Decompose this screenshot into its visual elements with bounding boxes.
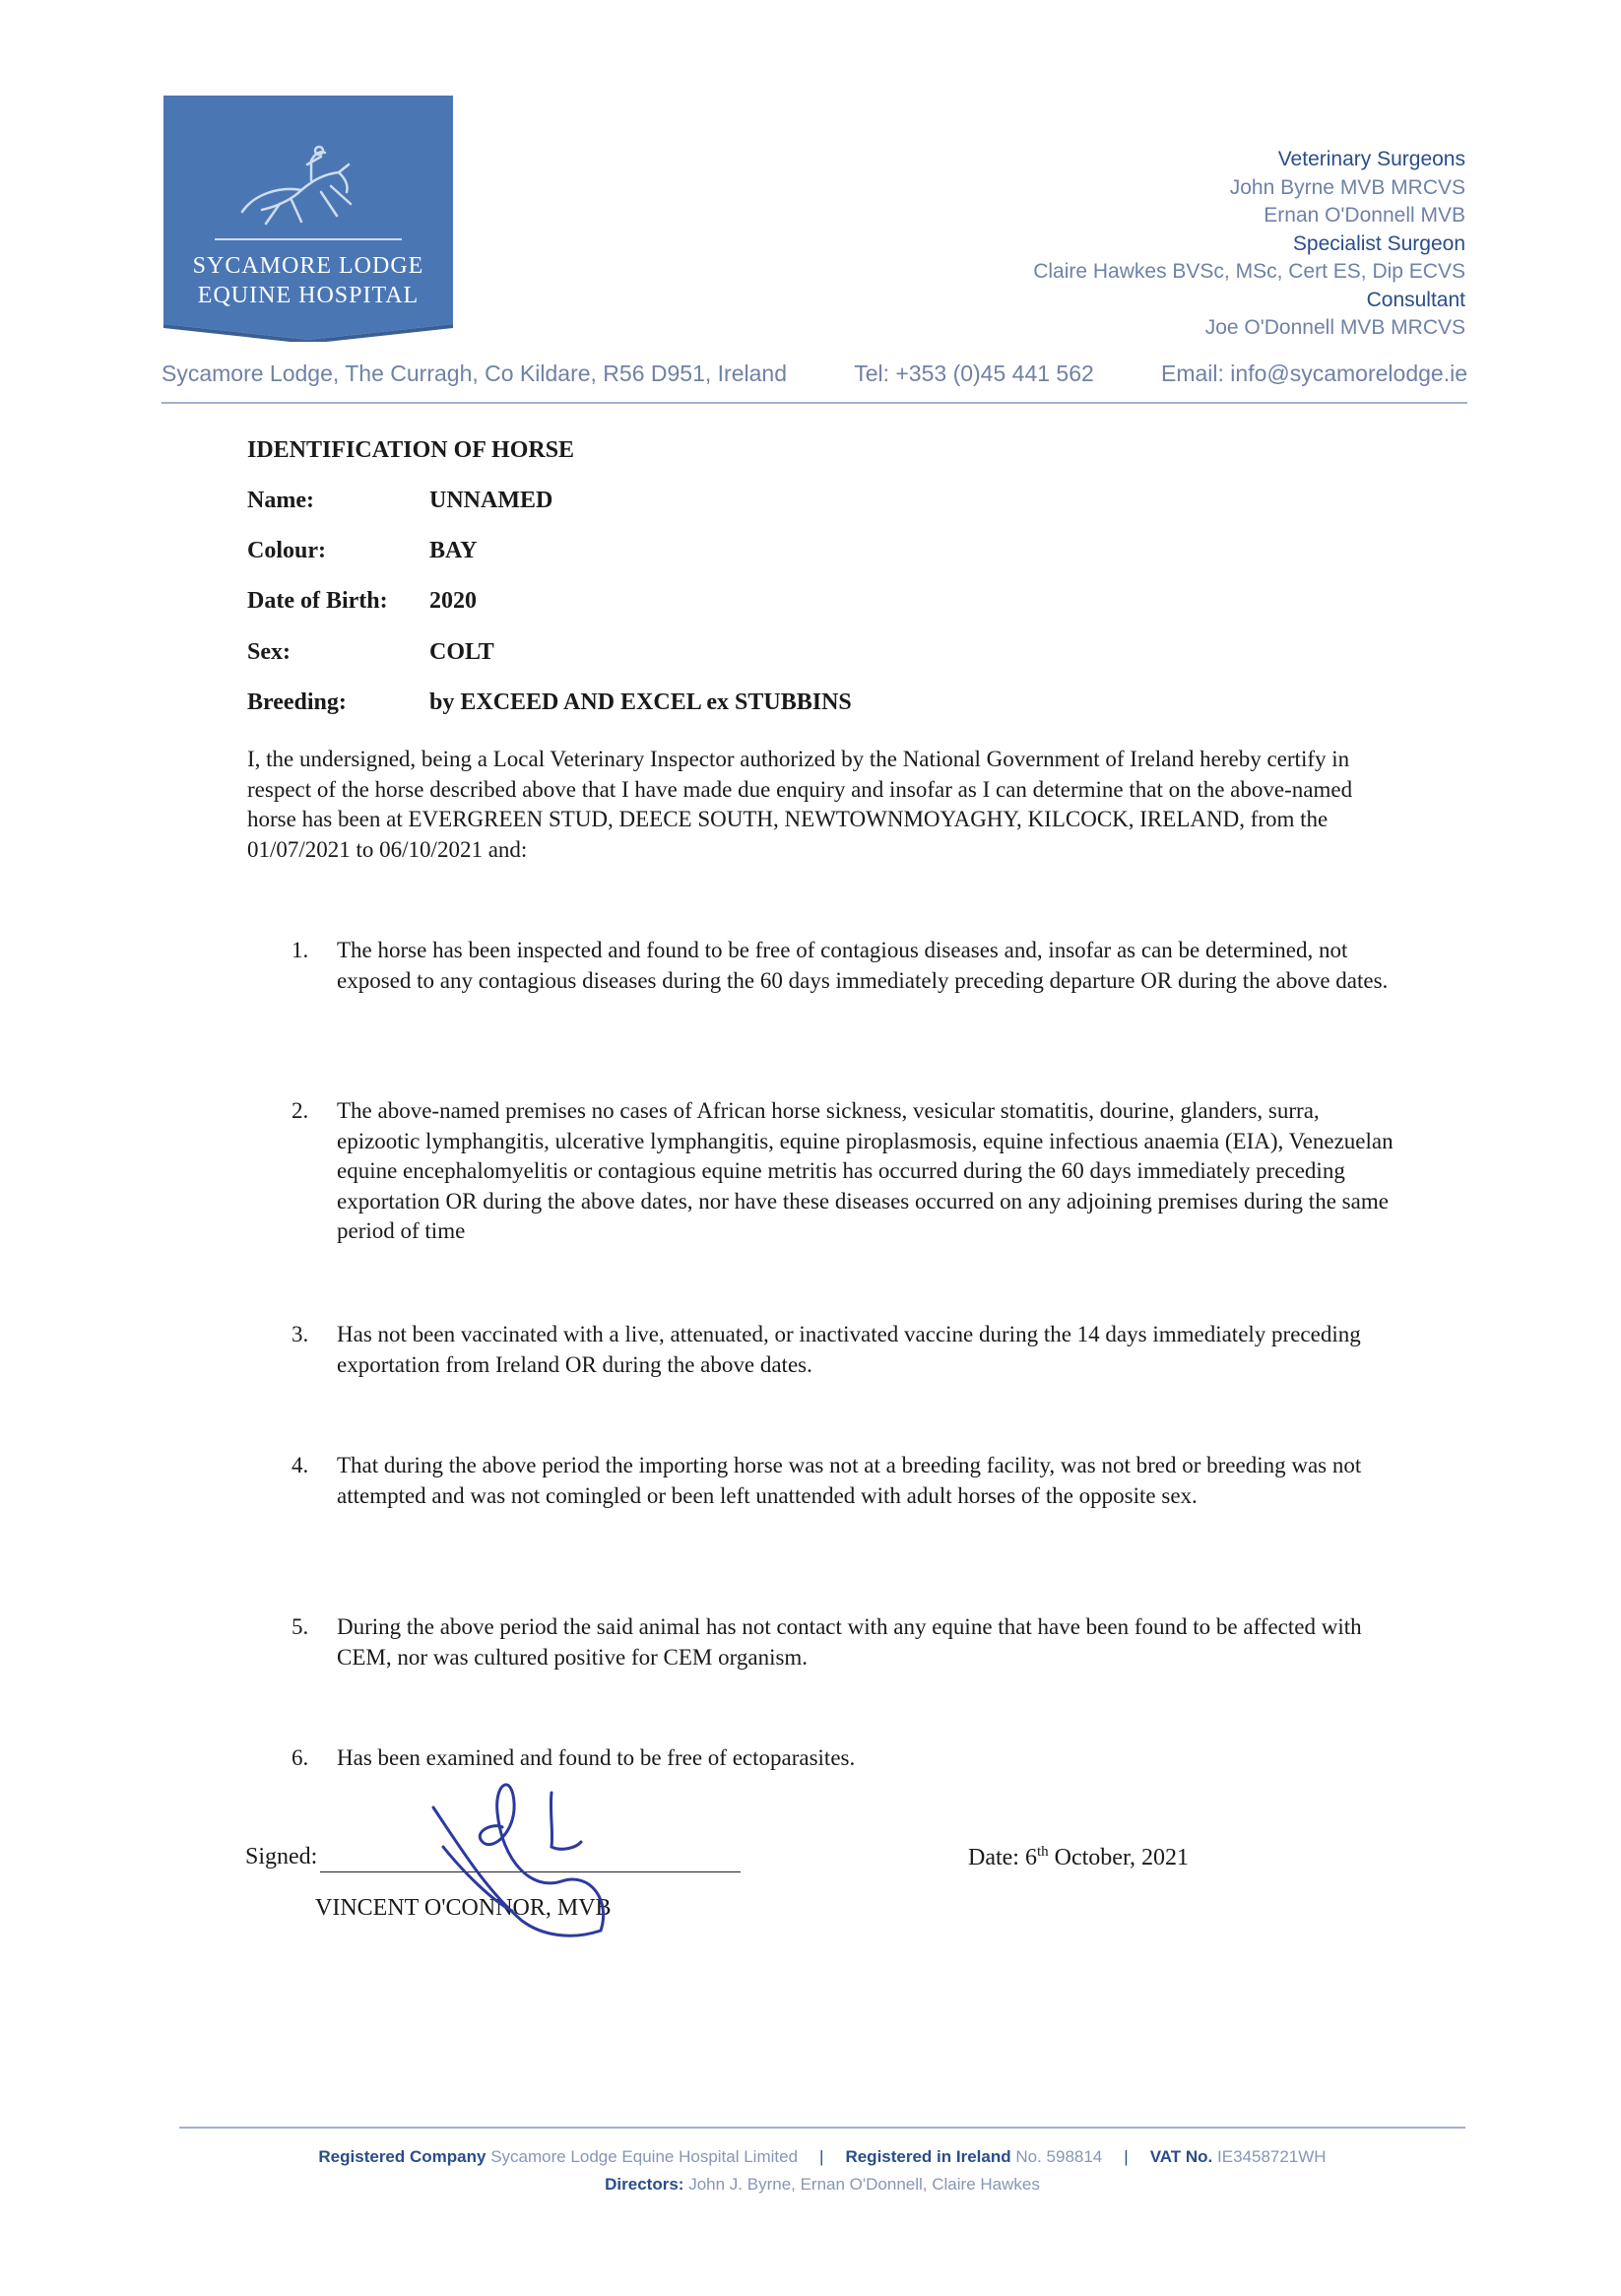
certification-intro: I, the undersigned, being a Local Veterinary Inspector authorized by the National Government of Ireland hereby certify in respect of the horse described above that I have made due enquiry and insofar as I can determine that on the above-named horse has been at EVERGREEN STUD, DEECE SOUTH, NEWTOWNMOYAGHY, KILCOCK, IRELAND, from the 01/07/2021 to 06/10/2021 and: [247,747,1353,862]
staff-member: John Byrne MVB MRCVS [1229,175,1465,199]
item-number: 2. [292,1098,309,1123]
staff-member: Ernan O'Donnell MVB [1264,204,1465,227]
staff-role: Specialist Surgeon [1292,231,1465,255]
item-text: That during the above period the importing horse was not at a breeding facility, was not bred or breeding was not attempted and was not comingled or been left unattended with adult horses of the opposite sex. [337,1453,1362,1508]
certification-item [292,1451,1394,1511]
field-label: Date of Birth: [247,588,388,614]
staff-list [855,146,1465,343]
field-value: 2020 [429,588,477,614]
signer-name: VINCENT O'CONNOR, MVB [315,1895,612,1921]
telephone: Tel: +353 (0)45 441 562 [854,361,1094,386]
item-number: 6. [292,1745,309,1770]
email[interactable]: Email: info@sycamorelodge.ie [1161,361,1467,386]
logo-line1: SYCAMORE LODGE [192,253,424,279]
contact-line [162,361,1467,387]
handwritten-signature [404,1753,630,1950]
staff-member: Joe O'Donnell MVB MRCVS [1204,316,1465,339]
sycamore-lodge-logo [163,96,453,342]
certification-item [292,936,1394,996]
staff-role: Veterinary Surgeons [1277,148,1465,170]
item-number: 1. [292,938,309,962]
field-value: COLT [429,639,494,665]
field-label: Name: [247,488,314,513]
item-text: Has not been vaccinated with a live, attenuated, or inactivated vaccine during the 14 days immediately preceding exportation from Ireland OR during the above dates. [337,1322,1361,1377]
item-number: 4. [292,1453,309,1477]
field-label: Colour: [247,538,326,563]
item-number: 5. [292,1614,309,1639]
signed-label: Signed: [245,1844,318,1870]
footer-registration: Registered Company Sycamore Lodge Equine Hospital Limited | Registered in Ireland No. 598814 | VAT No. IE3458721WH [318,2147,1327,2166]
footer-directors: Directors: John J. Byrne, Ernan O'Donnell, Claire Hawkes [605,2175,1040,2194]
staff-role: Consultant [1366,288,1465,311]
address: Sycamore Lodge, The Curragh, Co Kildare, R56 D951, Ireland [162,361,787,386]
item-text: The above-named premises no cases of African horse sickness, vesicular stomatitis, dourine, glanders, surra, epizootic lymphangitis, ulcerative lymphangitis, equine piroplasmosis, equine infectious anaemia (EIA), Venezuelan equine encephalomyelitis or contagious equine metritis has occurred during the 60 days immediately preceding exportation OR during the above dates, nor have these diseases occurred on any adjoining premises during the same period of time [337,1098,1394,1243]
field-value: by EXCEED AND EXCEL ex STUBBINS [429,689,852,715]
logo-line2: EQUINE HOSPITAL [197,283,420,308]
item-text: The horse has been inspected and found to be free of contagious diseases and, insofar as can be determined, not exposed to any contagious diseases during the 60 days immediately preceding departure OR during the above dates. [337,938,1389,993]
certification-item [292,1096,1394,1247]
field-value: UNNAMED [429,488,553,513]
field-label: Breeding: [247,689,347,715]
item-number: 3. [292,1322,309,1346]
header-divider [162,402,1467,404]
footer-divider [179,2127,1465,2129]
field-label: Sex: [247,639,291,665]
certification-item [292,1320,1394,1380]
staff-member: Claire Hawkes BVSc, MSc, Cert ES, Dip ECVS [1033,260,1465,283]
item-text: Has been examined and found to be free of ectoparasites. [337,1745,856,1770]
item-text: During the above period the said animal has not contact with any equine that have been found to be affected with CEM, nor was cultured positive for CEM organism. [337,1614,1362,1670]
field-value: BAY [429,538,478,563]
signature-date: Date: 6th October, 2021 [968,1844,1189,1870]
certification-item [292,1612,1394,1673]
identification-title: IDENTIFICATION OF HORSE [247,437,575,463]
